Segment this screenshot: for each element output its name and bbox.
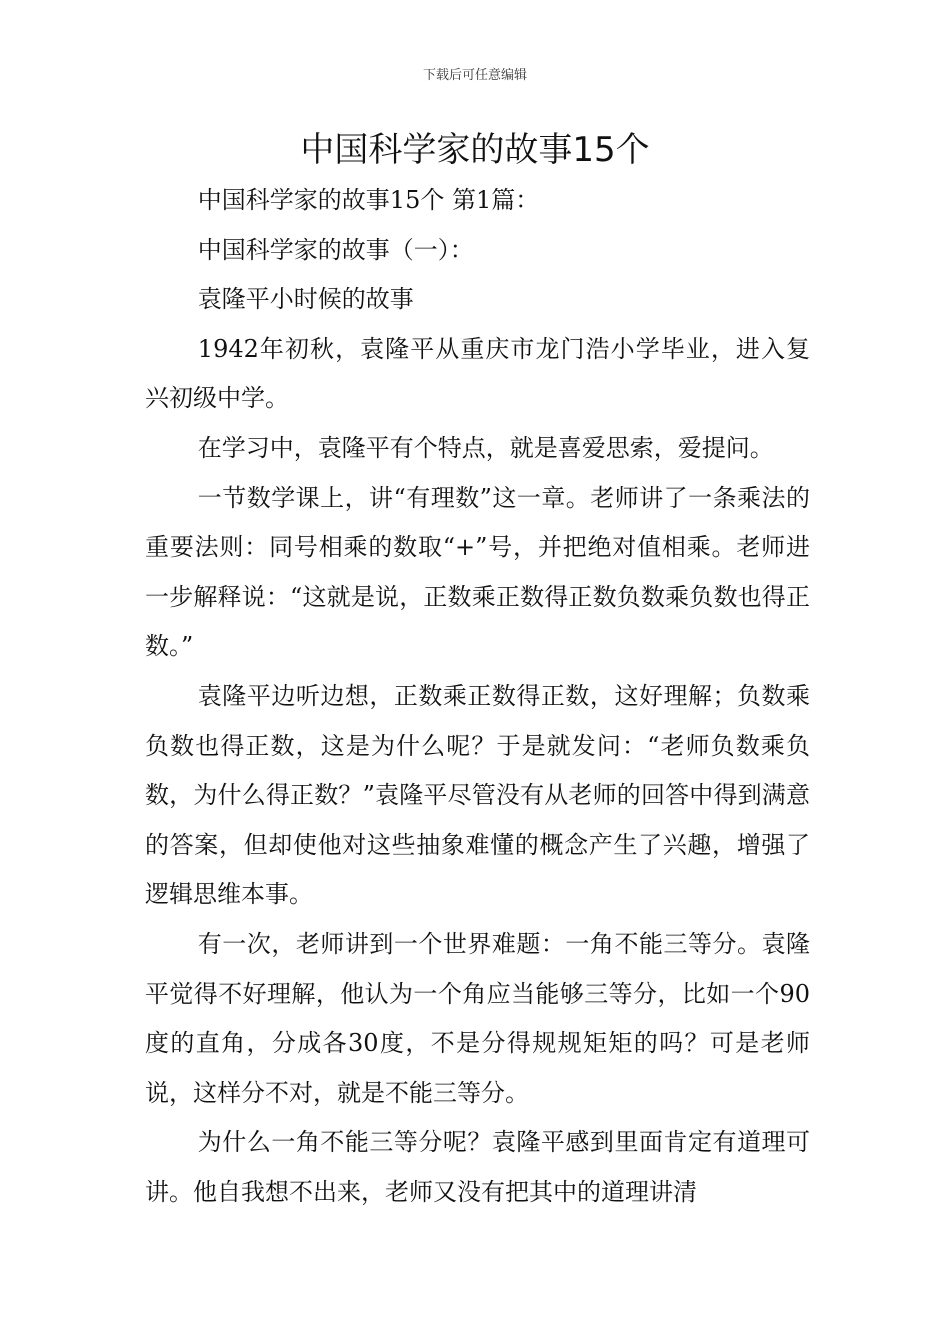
paragraph: 在学习中，袁隆平有个特点，就是喜爱思索，爱提问。 (197, 433, 774, 462)
paragraph: 一节数学课上，讲“有理数”这一章。老师讲了一条乘法的重要法则：同号相乘的数取“+”号，并把绝对值相乘。老师进一步解释说：“这就是说，正数乘正数得正数负数乘负数也得正数。” (145, 483, 810, 661)
document-body (145, 176, 810, 1217)
document-title: 中国科学家的故事15个 (300, 130, 650, 170)
paragraph: 1942年初秋，袁隆平从重庆市龙门浩小学毕业，进入复兴初级中学。 (145, 334, 810, 413)
paragraph: 有一次，老师讲到一个世界难题：一角不能三等分。袁隆平觉得不好理解，他认为一个角应当能够三等分，比如一个90度的直角，分成各30度，不是分得规规矩矩的吗？可是老师说，这样分不对，就是不能三等分。 (145, 929, 810, 1107)
page-header-note: 下载后可任意编辑 (422, 68, 527, 83)
paragraph: 中国科学家的故事15个 第1篇： (197, 186, 540, 214)
paragraph: 袁隆平小时候的故事 (197, 285, 414, 314)
paragraph: 袁隆平边听边想，正数乘正数得正数，这好理解；负数乘负数也得正数，这是为什么呢？于是就发问：“老师负数乘负数，为什么得正数？”袁隆平尽管没有从老师的回答中得到满意的答案，但却使他对这些抽象难懂的概念产生了兴趣，增强了逻辑思维本事。 (145, 681, 810, 909)
paragraph: 为什么一角不能三等分呢？袁隆平感到里面肯定有道理可讲。他自我想不出来，老师又没有把其中的道理讲清 (145, 1128, 810, 1206)
paragraph: 中国科学家的故事（一）： (197, 235, 474, 264)
